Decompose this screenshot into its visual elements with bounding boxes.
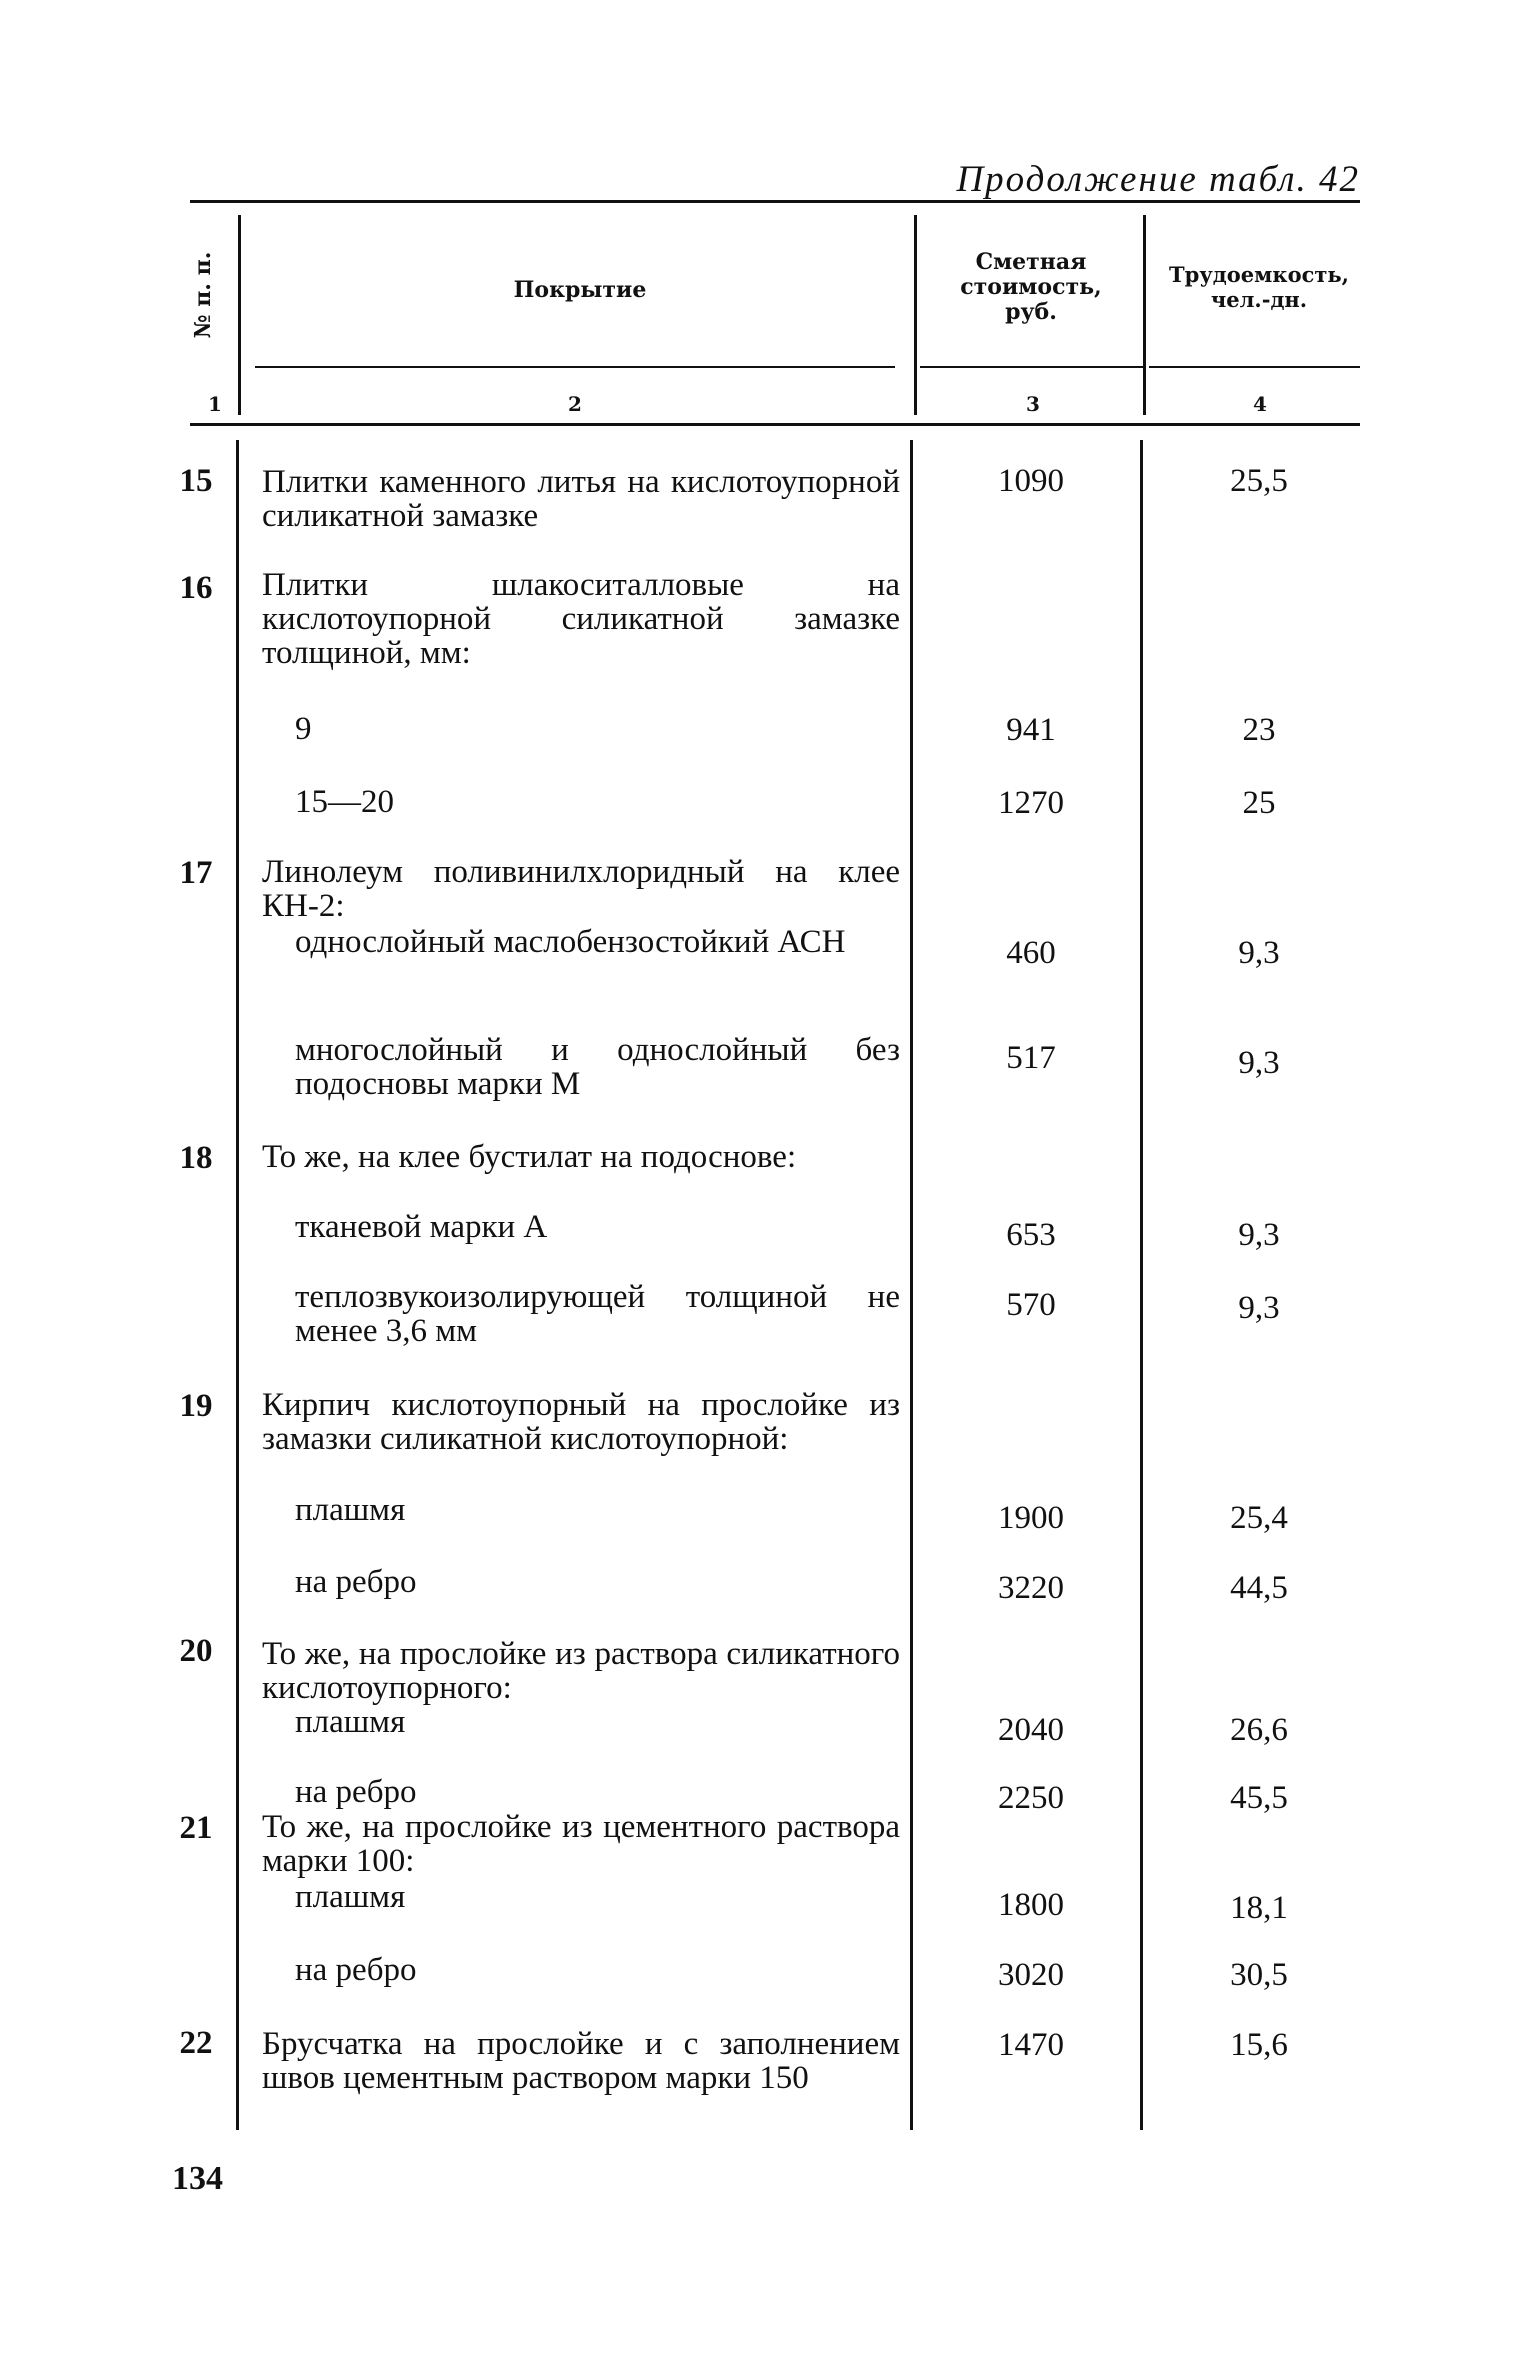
row-19a-labor: 25,4 [1230, 1500, 1288, 1536]
row-16a-covering: 9 [295, 711, 312, 747]
row-18b-cost: 570 [1006, 1287, 1056, 1323]
row-19b-cost: 3220 [998, 1570, 1064, 1606]
row-20-covering: То же, на прослойке из раствора силикатного кислотоупорного: [262, 1636, 900, 1706]
table-caption: Продолжение табл. 42 [956, 159, 1360, 200]
row-22-cost: 1470 [998, 2027, 1064, 2063]
row-16b-cost: 1270 [998, 785, 1064, 821]
body-vrule-2 [910, 440, 913, 2130]
header-cost-line-1: Сметная [975, 249, 1087, 275]
body-vrule-1 [236, 440, 239, 2130]
header-cost-line-2: стоимость, [960, 274, 1102, 300]
row-20b-cost: 2250 [998, 1780, 1064, 1816]
row-number-19: 19 [179, 1388, 213, 1424]
header-sub-rule-4 [1149, 366, 1360, 368]
header-covering: Покрытие [513, 277, 647, 303]
row-19a-cost: 1900 [998, 1500, 1064, 1536]
header-labor-line-1: Трудоемкость, [1169, 262, 1349, 287]
row-15-cost: 1090 [998, 463, 1064, 499]
row-21b-labor: 30,5 [1230, 1957, 1288, 1993]
header-number-column [183, 210, 223, 380]
column-number-2: 2 [568, 392, 582, 416]
row-16a-labor: 23 [1242, 712, 1276, 748]
row-number-20: 20 [179, 1633, 213, 1669]
row-17b-cost: 517 [1006, 1040, 1056, 1076]
row-16b-labor: 25 [1242, 785, 1276, 821]
row-18b-covering: теплозвукоизолирующей толщиной не менее 3,6 мм [295, 1279, 900, 1349]
header-labor-line-2: чел.-дн. [1210, 287, 1308, 312]
row-18a-cost: 653 [1006, 1217, 1056, 1253]
header-cost-line-3: руб. [1005, 299, 1057, 325]
header-bottom-rule [190, 423, 1360, 426]
row-21-covering: То же, на прослойке из цементного раствора марки 100: [262, 1809, 900, 1879]
row-18a-labor: 9,3 [1238, 1217, 1280, 1253]
column-number-3: 3 [1026, 392, 1040, 416]
row-17a-cost: 460 [1006, 935, 1056, 971]
row-17b-labor: 9,3 [1238, 1045, 1280, 1081]
row-20b-covering: на ребро [295, 1774, 417, 1810]
row-17-covering: Линолеум поливинилхлоридный на клее КН-2: [262, 854, 900, 924]
row-number-18: 18 [179, 1140, 213, 1176]
row-15-covering: Плитки каменного литья на кислотоупорной силикатной замазке [262, 464, 900, 534]
row-16a-cost: 941 [1006, 712, 1056, 748]
row-19-covering: Кирпич кислотоупорный на прослойке из замазки силикатной кислотоупорной: [262, 1387, 900, 1457]
row-20a-covering: плашмя [295, 1704, 406, 1740]
header-sub-rule-2 [255, 366, 895, 368]
table-top-rule [190, 200, 1360, 203]
row-17a-covering: однослойный маслобензостойкий АСН [295, 924, 846, 960]
header-number-label: № п. п. [190, 251, 216, 339]
row-21a-covering: плашмя [295, 1879, 406, 1915]
header-cost [918, 250, 1144, 325]
row-number-15: 15 [179, 463, 213, 499]
body-vrule-3 [1140, 440, 1143, 2130]
row-number-17: 17 [179, 855, 213, 891]
header-vrule-1 [238, 215, 241, 415]
header-sub-rule-3 [920, 366, 1144, 368]
row-20b-labor: 45,5 [1230, 1780, 1288, 1816]
row-number-16: 16 [179, 570, 213, 606]
row-20a-labor: 26,6 [1230, 1712, 1288, 1748]
row-16b-covering: 15—20 [295, 784, 394, 820]
column-number-4: 4 [1253, 392, 1267, 416]
row-20a-cost: 2040 [998, 1712, 1064, 1748]
row-15-labor: 25,5 [1230, 463, 1288, 499]
row-number-21: 21 [179, 1810, 213, 1846]
column-number-1: 1 [208, 392, 222, 416]
row-22-covering: Брусчатка на прослойке и с заполнением швов цементным раствором марки 150 [262, 2026, 900, 2096]
row-17a-labor: 9,3 [1238, 935, 1280, 971]
row-16-covering: Плитки шлакоситалловые на кислотоупорной силикатной замазке толщиной, мм: [262, 567, 900, 671]
row-19b-labor: 44,5 [1230, 1570, 1288, 1606]
header-labor [1146, 262, 1372, 312]
row-18b-labor: 9,3 [1238, 1290, 1280, 1326]
row-21b-covering: на ребро [295, 1952, 417, 1988]
row-18a-covering: тканевой марки А [295, 1209, 548, 1245]
row-17b-covering: многослойный и однослойный без подосновы марки М [295, 1032, 900, 1102]
row-21a-cost: 1800 [998, 1887, 1064, 1923]
row-19a-covering: плашмя [295, 1492, 406, 1528]
row-21a-labor: 18,1 [1230, 1890, 1288, 1926]
header-vrule-2 [914, 215, 917, 415]
row-19b-covering: на ребро [295, 1564, 417, 1600]
row-number-22: 22 [179, 2025, 213, 2061]
row-21b-cost: 3020 [998, 1957, 1064, 1993]
row-22-labor: 15,6 [1230, 2027, 1288, 2063]
page-number: 134 [172, 2160, 223, 2197]
row-18-covering: То же, на клее бустилат на подоснове: [262, 1139, 797, 1175]
